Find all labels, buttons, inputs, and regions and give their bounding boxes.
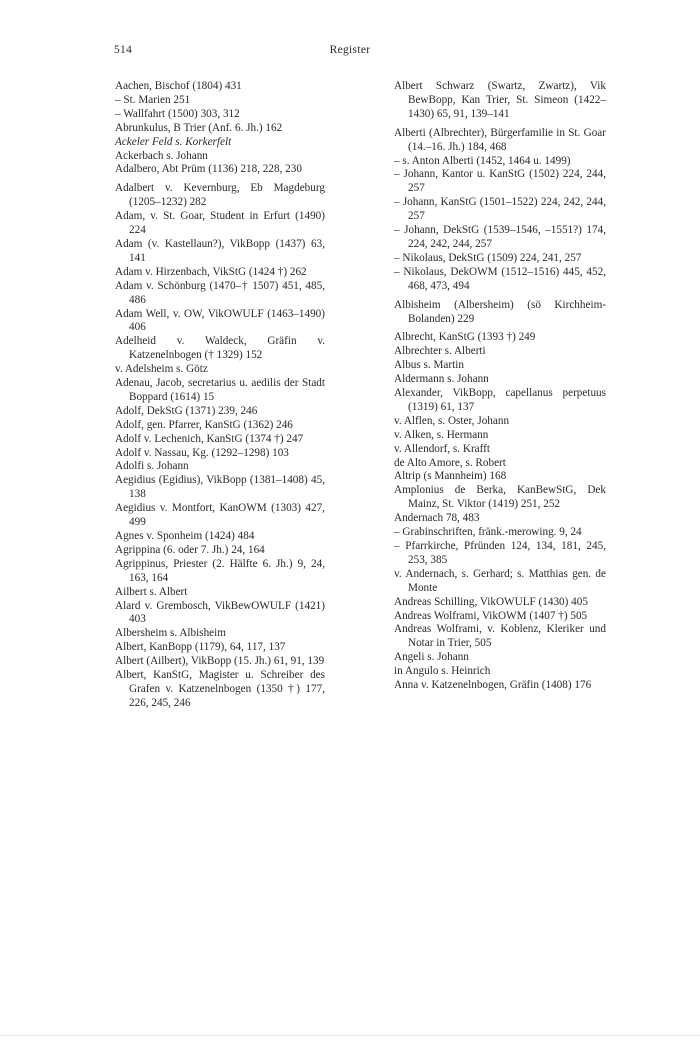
index-entry: – Nikolaus, DekStG (1509) 224, 241, 257 [394, 251, 582, 264]
index-entry: Albersheim s. Albisheim [115, 627, 226, 640]
index-entry: Abrunkulus, B Trier (Anf. 6. Jh.) 162 [115, 121, 283, 134]
index-entry: Albert (Ailbert), VikBopp (15. Jh.) 61, 91, 139 [115, 655, 325, 668]
index-entry: Agnes v. Sponheim (1424) 484 [115, 530, 255, 542]
index-entry: Adalbert v. Kevernburg, Eb Magdeburg (1205–1232) 282 [115, 182, 325, 209]
index-entry: Ailbert s. Albert [115, 585, 188, 598]
index-entry: Adam (v. Kastellaun?), VikBopp (1437) 63, 141 [115, 237, 325, 264]
index-entry: v. Alflen, s. Oster, Johann [394, 414, 510, 427]
index-entry: Aegidius v. Montfort, KanOWM (1303) 427, 499 [115, 502, 325, 529]
index-entry: Andreas Wolframi, v. Koblenz, Kleriker und Notar in Trier, 505 [394, 623, 606, 650]
index-entry: v. Adelsheim s. Götz [115, 363, 208, 376]
index-entry: Adelheid v. Waldeck, Gräfin v. Katzenelnbogen († 1329) 152 [115, 335, 325, 362]
index-entry: v. Andernach, s. Gerhard; s. Matthias gen. de Monte [394, 567, 606, 594]
index-entry: Andernach 78, 483 [394, 512, 480, 525]
index-entry: – St. Marien 251 [115, 93, 191, 106]
index-entry: Adam, v. St. Goar, Student in Erfurt (1490) 224 [115, 210, 325, 237]
index-entry: Albrechter s. Alberti [394, 345, 486, 358]
index-entry: Aldermann s. Johann [394, 373, 489, 386]
index-entry: – s. Anton Alberti (1452, 1464 u. 1499) [394, 154, 571, 167]
index-entry: Adam v. Schönburg (1470–† 1507) 451, 485, 486 [115, 279, 325, 306]
index-entry: Andreas Schilling, VikOWULF (1430) 405 [394, 595, 588, 608]
index-entry: – Nikolaus, DekOWM (1512–1516) 445, 452, 468, 473, 494 [394, 265, 606, 292]
index-entry: de Alto Amore, s. Robert [394, 456, 506, 469]
index-entry: Adolf v. Nassau, Kg. (1292–1298) 103 [115, 446, 289, 459]
index-entry: Alard v. Grembosch, VikBewOWULF (1421) 403 [115, 599, 325, 626]
index-entry: Albert Schwarz (Swartz, Zwartz), Vik BewBopp, Kan Trier, St. Simeon (1422–1430) 65, 91, 139–141 [394, 80, 606, 120]
index-entry: Albert, KanBopp (1179), 64, 117, 137 [115, 641, 286, 654]
index-entry: Adolf, DekStG (1371) 239, 246 [115, 404, 258, 417]
index-entry: – Wallfahrt (1500) 303, 312 [115, 107, 240, 120]
index-entry: Albisheim (Albersheim) (sö Kirchheim-Bolanden) 229 [394, 298, 606, 325]
index-entry: Aachen, Bischof (1804) 431 [115, 80, 242, 92]
index-entry: Agrippina (6. oder 7. Jh.) 24, 164 [115, 543, 265, 556]
index-entry: Albert, KanStG, Magister u. Schreiber des Grafen v. Katzenelnbogen (1350 †) 177, 226, 245, 246 [115, 669, 325, 709]
index-column-right [394, 80, 606, 693]
index-entry: Ackeler Feld s. Korkerfelt [115, 135, 232, 148]
index-entry: Andreas Wolframi, VikOWM (1407 †) 505 [394, 609, 588, 622]
index-entry: Aegidius (Egidius), VikBopp (1381–1408) 45, 138 [115, 474, 325, 501]
index-entry: Agrippinus, Priester (2. Hälfte 6. Jh.) 9, 24, 163, 164 [115, 557, 325, 584]
running-title: Register [329, 44, 371, 56]
index-entry: Adalbero, Abt Prüm (1136) 218, 228, 230 [115, 163, 302, 176]
index-entry: – Grabinschriften, fränk.-merowing. 9, 24 [394, 526, 582, 539]
index-entry: v. Alken, s. Hermann [394, 428, 489, 441]
index-entry: Adolfi s. Johann [115, 460, 189, 473]
index-entry: – Johann, DekStG (1539–1546, –1551?) 174, 224, 242, 244, 257 [394, 224, 606, 250]
index-entry: Albus s. Martin [394, 359, 464, 372]
index-entry: Alexander, VikBopp, capellanus perpetuus (1319) 61, 137 [394, 387, 606, 413]
index-entry: v. Allendorf, s. Krafft [394, 442, 491, 455]
index-entry: Adam v. Hirzenbach, VikStG (1424 †) 262 [115, 265, 307, 278]
index-entry: Altrip (s Mannheim) 168 [394, 470, 507, 483]
index-entry: Adolf v. Lechenich, KanStG (1374 †) 247 [115, 432, 304, 445]
index-entry: Adolf, gen. Pfarrer, KanStG (1362) 246 [115, 418, 293, 431]
page-number: 514 [114, 44, 133, 56]
index-entry: Amplonius de Berka, KanBewStG, Dek Mainz, St. Viktor (1419) 251, 252 [394, 484, 606, 511]
index-entry: – Johann, KanStG (1501–1522) 224, 242, 244, 257 [394, 196, 606, 223]
index-entry: – Pfarrkirche, Pfründen 124, 134, 181, 245, 253, 385 [394, 540, 606, 566]
index-column-left [115, 80, 325, 711]
page-edge-divider [0, 1035, 700, 1036]
index-entry: Alberti (Albrechter), Bürgerfamilie in St. Goar (14.–16. Jh.) 184, 468 [394, 126, 606, 153]
index-entry: Angeli s. Johann [394, 651, 469, 664]
index-entry: in Angulo s. Heinrich [394, 665, 491, 678]
index-entry: Adenau, Jacob, secretarius u. aedilis der Stadt Boppard (1614) 15 [115, 377, 325, 403]
index-entry: Ackerbach s. Johann [115, 149, 208, 162]
index-entry: Adam Well, v. OW, VikOWULF (1463–1490) 406 [115, 307, 325, 334]
index-entry: Albrecht, KanStG (1393 †) 249 [394, 331, 536, 344]
index-entry: Anna v. Katzenelnbogen, Gräfin (1408) 176 [394, 679, 592, 692]
index-entry: – Johann, Kantor u. KanStG (1502) 224, 244, 257 [394, 168, 606, 195]
